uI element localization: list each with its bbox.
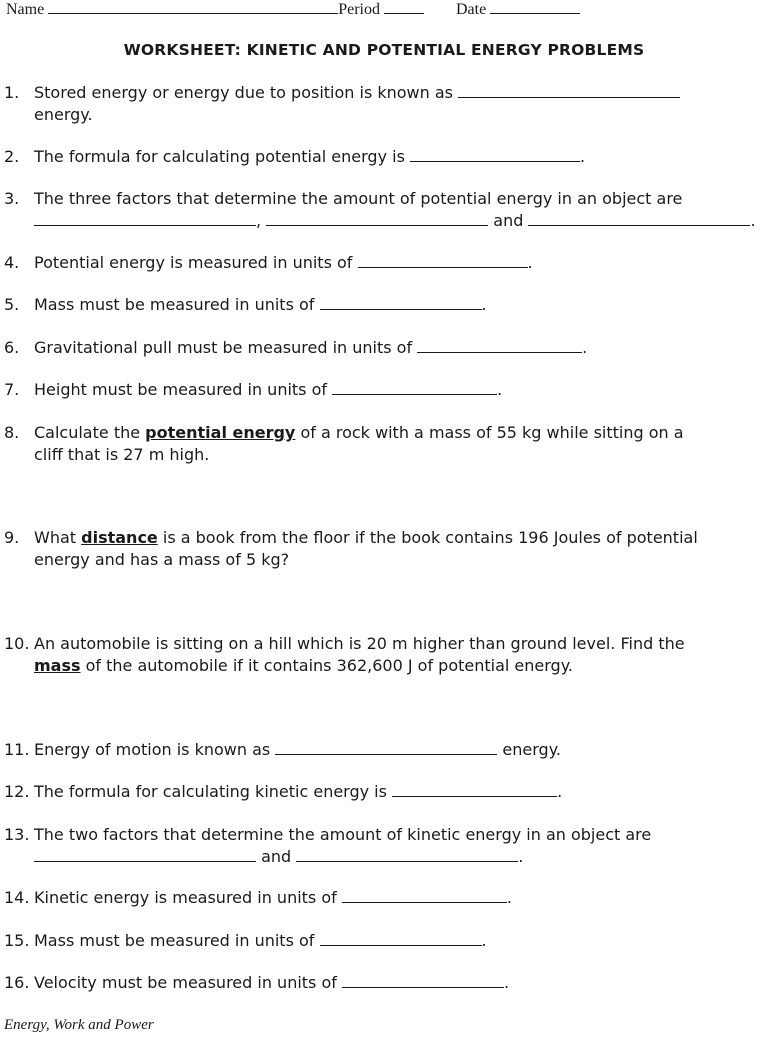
- question-16: 16. Velocity must be measured in units of .: [4, 973, 510, 992]
- answer-blank-2[interactable]: [296, 846, 518, 862]
- date-blank[interactable]: [490, 0, 580, 14]
- question-4: 4. Potential energy is measured in units of .: [4, 253, 533, 272]
- emphasis-potential-energy: potential energy: [145, 423, 296, 442]
- worksheet-title: WORKSHEET: KINETIC AND POTENTIAL ENERGY PROBLEMS: [123, 41, 645, 59]
- question-2: 2. The formula for calculating potential energy is .: [4, 147, 586, 166]
- answer-blank[interactable]: [417, 337, 582, 353]
- footer-text: Energy, Work and Power: [4, 1017, 154, 1033]
- answer-blank[interactable]: [332, 379, 497, 395]
- question-7: 7. Height must be measured in units of .: [4, 380, 503, 399]
- question-8: 8. Calculate the potential energy of a rock with a mass of 55 kg while sitting on a cliff that is 27 m high.: [4, 423, 684, 464]
- question-9: 9. What distance is a book from the floor if the book contains 196 Joules of potential energy and has a mass of 5 kg?: [4, 528, 698, 569]
- question-5: 5. Mass must be measured in units of .: [4, 295, 487, 314]
- answer-blank-1[interactable]: [34, 846, 256, 862]
- answer-blank[interactable]: [275, 739, 497, 755]
- answer-blank-2[interactable]: [266, 210, 488, 226]
- answer-blank[interactable]: [410, 146, 580, 162]
- answer-blank[interactable]: [342, 887, 507, 903]
- answer-blank[interactable]: [320, 930, 482, 946]
- question-6: 6. Gravitational pull must be measured in units of .: [4, 338, 588, 357]
- name-blank[interactable]: [48, 0, 338, 14]
- question-10: 10. An automobile is sitting on a hill which is 20 m higher than ground level. Find the mass of the automobile if it contains 362,600 J of potential energy.: [4, 634, 685, 675]
- question-11: 11. Energy of motion is known as energy.: [4, 740, 561, 759]
- answer-blank[interactable]: [320, 294, 482, 310]
- emphasis-distance: distance: [81, 528, 158, 547]
- header-line: [6, 0, 580, 19]
- question-14: 14. Kinetic energy is measured in units of .: [4, 888, 512, 907]
- period-blank[interactable]: [384, 0, 424, 14]
- period-label: Period: [338, 1, 380, 18]
- question-13: 13. The two factors that determine the amount of kinetic energy in an object are and .: [4, 825, 652, 866]
- answer-blank[interactable]: [392, 781, 557, 797]
- answer-blank[interactable]: [358, 252, 528, 268]
- answer-blank[interactable]: [342, 972, 504, 988]
- answer-blank-3[interactable]: [528, 210, 750, 226]
- answer-blank-1[interactable]: [34, 210, 256, 226]
- name-label: Name: [6, 1, 45, 18]
- question-15: 15. Mass must be measured in units of .: [4, 931, 487, 950]
- question-12: 12. The formula for calculating kinetic energy is .: [4, 782, 563, 801]
- question-3: 3. The three factors that determine the amount of potential energy in an object are , and .: [4, 189, 756, 230]
- date-label: Date: [455, 1, 487, 18]
- question-1: 1. Stored energy or energy due to position is known as energy.: [4, 82, 768, 125]
- emphasis-mass: mass: [34, 655, 81, 675]
- answer-blank[interactable]: [458, 82, 680, 98]
